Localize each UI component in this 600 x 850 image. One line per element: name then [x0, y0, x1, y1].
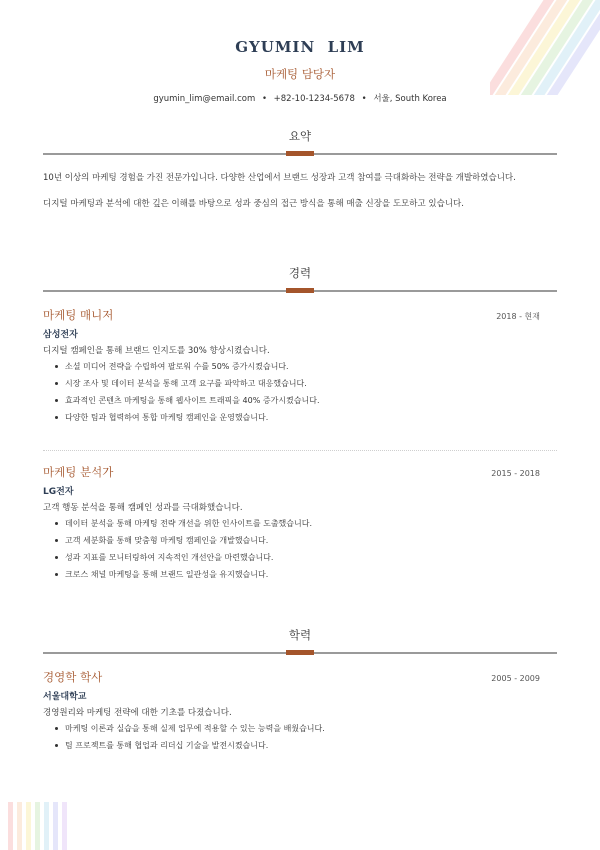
date-range: 2018 - 현재 — [496, 312, 540, 321]
list-item: 팀 프로젝트를 통해 협업과 리더십 기술을 발전시켰습니다. — [65, 737, 540, 754]
list-item: 크로스 채널 마케팅을 통해 브랜드 일관성을 유지했습니다. — [65, 566, 540, 583]
entry-divider — [43, 450, 557, 451]
rainbow-bars-decoration — [8, 802, 68, 850]
role-description: 디지털 캠페인을 통해 브랜드 인지도를 30% 향상시켰습니다. — [43, 346, 270, 356]
experience-entry — [43, 464, 540, 583]
section-title: 학력 — [288, 628, 312, 642]
summary-paragraph: 디지털 마케팅과 분석에 대한 깊은 이해를 바탕으로 성과 중심의 접근 방식을 통해 매출 신장을 도모하고 있습니다. — [43, 199, 464, 209]
rule-accent — [286, 151, 314, 156]
summary-text — [43, 172, 557, 211]
list-item: 다양한 팀과 협력하여 통합 마케팅 캠페인을 운영했습니다. — [65, 409, 540, 426]
experience-entry — [43, 307, 540, 426]
date-range: 2015 - 2018 — [491, 469, 540, 478]
achievement-list — [43, 515, 540, 583]
list-item: 효과적인 콘텐츠 마케팅을 통해 웹사이트 트래픽을 40% 증가시켰습니다. — [65, 392, 540, 409]
rule-accent — [286, 650, 314, 655]
achievement-list — [43, 720, 540, 754]
role-title: 마케팅 분석가 — [43, 465, 114, 479]
contact-line — [0, 92, 600, 104]
degree-description: 경영원리와 마케팅 전략에 대한 기초를 다졌습니다. — [43, 708, 232, 718]
education-section-header — [43, 627, 557, 654]
degree-title: 경영학 학사 — [43, 670, 103, 684]
summary-section-header — [43, 128, 557, 155]
resume-header — [0, 38, 600, 104]
school-name: 서울대학교 — [43, 692, 87, 702]
section-rule — [43, 652, 557, 654]
company-name: 삼성전자 — [43, 330, 78, 340]
summary-paragraph: 10년 이상의 마케팅 경험을 가진 전문가입니다. 다양한 산업에서 브랜드 성장과 고객 참여를 극대화하는 전략을 개발하였습니다. — [43, 173, 516, 183]
phone[interactable]: +82-10-1234-5678 — [273, 94, 355, 104]
role-description: 고객 행동 분석을 통해 캠페인 성과를 극대화했습니다. — [43, 503, 243, 513]
list-item: 고객 세분화를 통해 맞춤형 마케팅 캠페인을 개발했습니다. — [65, 532, 540, 549]
separator: • — [261, 94, 267, 104]
section-title: 경력 — [288, 266, 312, 280]
achievement-list — [43, 358, 540, 426]
bar — [26, 802, 31, 850]
company-name: LG전자 — [43, 487, 74, 497]
bar — [8, 802, 13, 850]
bar — [53, 802, 58, 850]
date-range: 2005 - 2009 — [491, 674, 540, 683]
bar — [44, 802, 49, 850]
list-item: 소셜 미디어 전략을 수립하여 팔로워 수를 50% 증가시켰습니다. — [65, 358, 540, 375]
job-title: 마케팅 담당자 — [264, 67, 336, 81]
section-rule — [43, 290, 557, 292]
education-entry — [43, 669, 540, 754]
rule-accent — [286, 288, 314, 293]
experience-section-header — [43, 265, 557, 292]
email[interactable]: gyumin_lim@email.com — [153, 94, 256, 104]
bar — [17, 802, 22, 850]
list-item: 시장 조사 및 데이터 분석을 통해 고객 요구를 파악하고 대응했습니다. — [65, 375, 540, 392]
separator: • — [361, 94, 367, 104]
list-item: 마케팅 이론과 실습을 통해 실제 업무에 적용할 수 있는 능력을 배웠습니다. — [65, 720, 540, 737]
list-item: 성과 지표를 모니터링하여 지속적인 개선안을 마련했습니다. — [65, 549, 540, 566]
section-rule — [43, 153, 557, 155]
bar — [62, 802, 67, 850]
location: 서울, South Korea — [373, 94, 447, 104]
section-title: 요약 — [288, 129, 312, 143]
list-item: 데이터 분석을 통해 마케팅 전략 개선을 위한 인사이트를 도출했습니다. — [65, 515, 540, 532]
bar — [35, 802, 40, 850]
candidate-name: GYUMIN LIM — [235, 38, 365, 56]
role-title: 마케팅 매니저 — [43, 308, 114, 322]
